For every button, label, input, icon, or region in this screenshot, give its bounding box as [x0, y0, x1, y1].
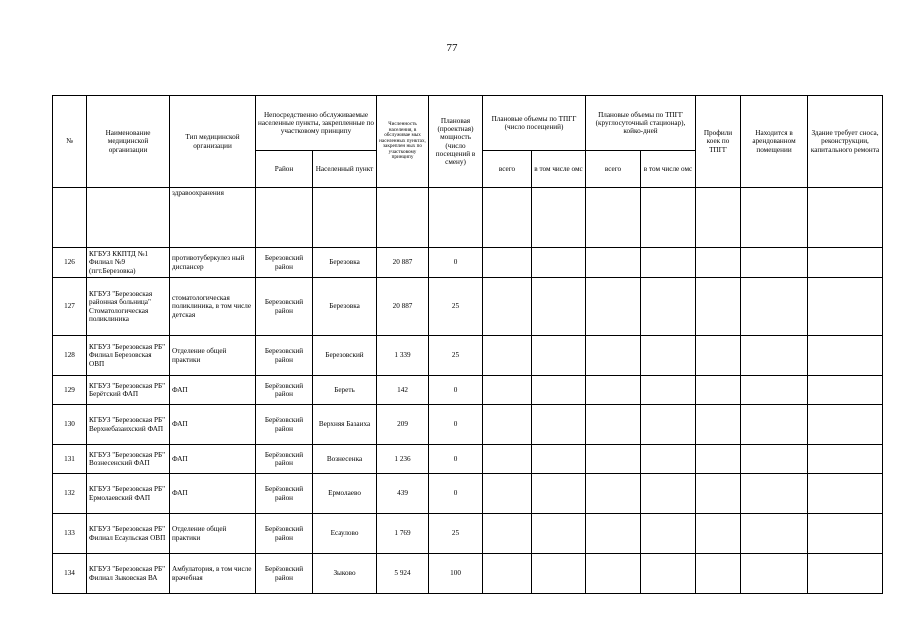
district: Березовский район [256, 248, 313, 278]
beds-oms-cell [641, 514, 696, 554]
capacity: 0 [429, 376, 483, 405]
visits-oms-cell [532, 445, 586, 474]
row-number: 132 [53, 474, 87, 514]
organization-type: ФАП [170, 405, 256, 445]
organization-name: КГБУЗ ККПТД №1 Филиал №9 (пгт.Березовка) [87, 248, 170, 278]
rented-cell [741, 376, 808, 405]
capacity: 0 [429, 248, 483, 278]
settlement: Ермолаево [313, 474, 377, 514]
beds-total-cell [586, 248, 641, 278]
settlement: Березовка [313, 248, 377, 278]
beds-oms-cell [641, 554, 696, 594]
district: Берёзовский район [256, 405, 313, 445]
row-number: 129 [53, 376, 87, 405]
organization-name: КГБУЗ "Березовская РБ" Ермолаевский ФАП [87, 474, 170, 514]
capacity: 25 [429, 514, 483, 554]
settlement: Березовский [313, 336, 377, 376]
col-org-type-header: Тип медицинской организации [170, 96, 256, 188]
table-row [53, 278, 883, 336]
visits-total-cell [483, 474, 532, 514]
beds-total-cell [586, 336, 641, 376]
population: 5 924 [377, 554, 429, 594]
visits-oms-cell [532, 336, 586, 376]
beds-total-cell [586, 376, 641, 405]
col-bed-profiles-header: Профили коек по ТПГГ [696, 96, 741, 188]
col-rented-header: Находится в арендованном помещении [741, 96, 808, 188]
beds-total-cell [586, 445, 641, 474]
row-number: 131 [53, 445, 87, 474]
bed-profiles-cell [696, 514, 741, 554]
capacity: 0 [429, 405, 483, 445]
row-number: 133 [53, 514, 87, 554]
col-district-header: Район [256, 151, 313, 188]
settlement: Верхняя Базаиха [313, 405, 377, 445]
beds-total-cell [586, 405, 641, 445]
district: Берёзовский район [256, 514, 313, 554]
bed-profiles-cell [696, 474, 741, 514]
rented-cell [741, 445, 808, 474]
organization-name: КГБУЗ "Березовская районная больница" Стоматологическая поликлиника [87, 278, 170, 336]
visits-total-cell [483, 336, 532, 376]
capacity: 0 [429, 474, 483, 514]
organization-type: Отделение общей практики [170, 336, 256, 376]
capacity: 25 [429, 336, 483, 376]
organization-name: КГБУЗ "Березовская РБ" Берётский ФАП [87, 376, 170, 405]
beds-total-cell [586, 278, 641, 336]
bed-profiles-cell [696, 376, 741, 405]
population: 209 [377, 405, 429, 445]
visits-oms-cell [532, 376, 586, 405]
visits-oms-cell [532, 554, 586, 594]
repair-cell [808, 278, 883, 336]
visits-oms-cell [532, 405, 586, 445]
organization-type: ФАП [170, 445, 256, 474]
district: Берёзовский район [256, 554, 313, 594]
visits-oms-cell [532, 514, 586, 554]
col-beds-oms-header: в том числе омс [641, 151, 696, 188]
visits-total-cell [483, 445, 532, 474]
district: Берёзовский район [256, 376, 313, 405]
page-number: 77 [446, 42, 458, 54]
settlement: Березовка [313, 278, 377, 336]
district: Березовский район [256, 278, 313, 336]
table-row [53, 376, 883, 405]
visits-total-cell [483, 554, 532, 594]
beds-oms-cell [641, 376, 696, 405]
row-number: 126 [53, 248, 87, 278]
col-repair-header: Здание требует сноса, реконструкции, капитального ремонта [808, 96, 883, 188]
bed-profiles-cell [696, 278, 741, 336]
continuation-text: здравоохранения [170, 188, 256, 248]
rented-cell [741, 554, 808, 594]
capacity: 100 [429, 554, 483, 594]
organization-type: стоматологическая поликлиника, в том числе детская [170, 278, 256, 336]
col-visits-oms-header: в том числе омс [532, 151, 586, 188]
visits-oms-cell [532, 474, 586, 514]
repair-cell [808, 376, 883, 405]
col-visits-total-header: всего [483, 151, 532, 188]
repair-cell [808, 248, 883, 278]
visits-total-cell [483, 405, 532, 445]
bed-profiles-cell [696, 336, 741, 376]
col-served-areas-header: Непосредственно обслуживаемые населенные пункты, закрепленные по участковому принципу [256, 96, 377, 151]
col-beds-header: Плановые объемы по ТПГГ (круглосуточный стационар), койко-дней [586, 96, 696, 151]
organization-type: ФАП [170, 474, 256, 514]
settlement: Зыково [313, 554, 377, 594]
col-visits-header: Плановые объемы по ТПГГ (число посещений) [483, 96, 586, 151]
organization-type: Амбулатория, в том числе врачебная [170, 554, 256, 594]
rented-cell [741, 405, 808, 445]
population: 20 887 [377, 248, 429, 278]
repair-cell [808, 405, 883, 445]
repair-cell [808, 445, 883, 474]
col-population-header: Численность населения, в обслуживае мых населенных пунктах, закреплен ных по участковому принципу [377, 96, 429, 188]
beds-oms-cell [641, 248, 696, 278]
beds-total-cell [586, 554, 641, 594]
organization-type: противотуберкулез ный диспансер [170, 248, 256, 278]
bed-profiles-cell [696, 554, 741, 594]
capacity: 0 [429, 445, 483, 474]
continuation-row [53, 188, 883, 248]
organization-name: КГБУЗ "Березовская РБ" Верхнебазаихский ФАП [87, 405, 170, 445]
settlement: Вознесенка [313, 445, 377, 474]
table-row [53, 474, 883, 514]
rented-cell [741, 336, 808, 376]
col-num-header: № [53, 96, 87, 188]
population: 1 236 [377, 445, 429, 474]
repair-cell [808, 554, 883, 594]
population: 1 769 [377, 514, 429, 554]
col-org-name-header: Наименование медицинской организации [87, 96, 170, 188]
population: 439 [377, 474, 429, 514]
beds-oms-cell [641, 474, 696, 514]
table-row [53, 445, 883, 474]
row-number: 130 [53, 405, 87, 445]
repair-cell [808, 474, 883, 514]
table-row [53, 248, 883, 278]
settlement: Береть [313, 376, 377, 405]
organization-name: КГБУЗ "Березовская РБ" Филиал Березовская ОВП [87, 336, 170, 376]
beds-oms-cell [641, 405, 696, 445]
repair-cell [808, 514, 883, 554]
table-row [53, 336, 883, 376]
rented-cell [741, 474, 808, 514]
table-row [53, 405, 883, 445]
visits-oms-cell [532, 248, 586, 278]
medical-organizations-table [52, 95, 883, 594]
organization-name: КГБУЗ "Березовская РБ" Филиал Зыковская ВА [87, 554, 170, 594]
table-row [53, 514, 883, 554]
bed-profiles-cell [696, 248, 741, 278]
organization-type: ФАП [170, 376, 256, 405]
row-number: 128 [53, 336, 87, 376]
beds-total-cell [586, 474, 641, 514]
table-row [53, 554, 883, 594]
col-capacity-header: Плановая (проектная) мощность (число посещений в смену) [429, 96, 483, 188]
visits-oms-cell [532, 278, 586, 336]
beds-oms-cell [641, 336, 696, 376]
district: Берёзовский район [256, 445, 313, 474]
population: 20 887 [377, 278, 429, 336]
settlement: Есаулово [313, 514, 377, 554]
visits-total-cell [483, 278, 532, 336]
col-beds-total-header: всего [586, 151, 641, 188]
bed-profiles-cell [696, 445, 741, 474]
beds-oms-cell [641, 445, 696, 474]
visits-total-cell [483, 514, 532, 554]
row-number: 134 [53, 554, 87, 594]
col-settlement-header: Населенный пункт [313, 151, 377, 188]
beds-total-cell [586, 514, 641, 554]
population: 142 [377, 376, 429, 405]
visits-total-cell [483, 376, 532, 405]
bed-profiles-cell [696, 405, 741, 445]
population: 1 339 [377, 336, 429, 376]
capacity: 25 [429, 278, 483, 336]
organization-name: КГБУЗ "Березовская РБ" Филиал Есаульская ОВП [87, 514, 170, 554]
beds-oms-cell [641, 278, 696, 336]
district: Березовский район [256, 336, 313, 376]
district: Берёзовский район [256, 474, 313, 514]
organization-type: Отделение общей практики [170, 514, 256, 554]
organization-name: КГБУЗ "Березовская РБ" Вознесенский ФАП [87, 445, 170, 474]
rented-cell [741, 248, 808, 278]
visits-total-cell [483, 248, 532, 278]
row-number: 127 [53, 278, 87, 336]
repair-cell [808, 336, 883, 376]
rented-cell [741, 278, 808, 336]
rented-cell [741, 514, 808, 554]
